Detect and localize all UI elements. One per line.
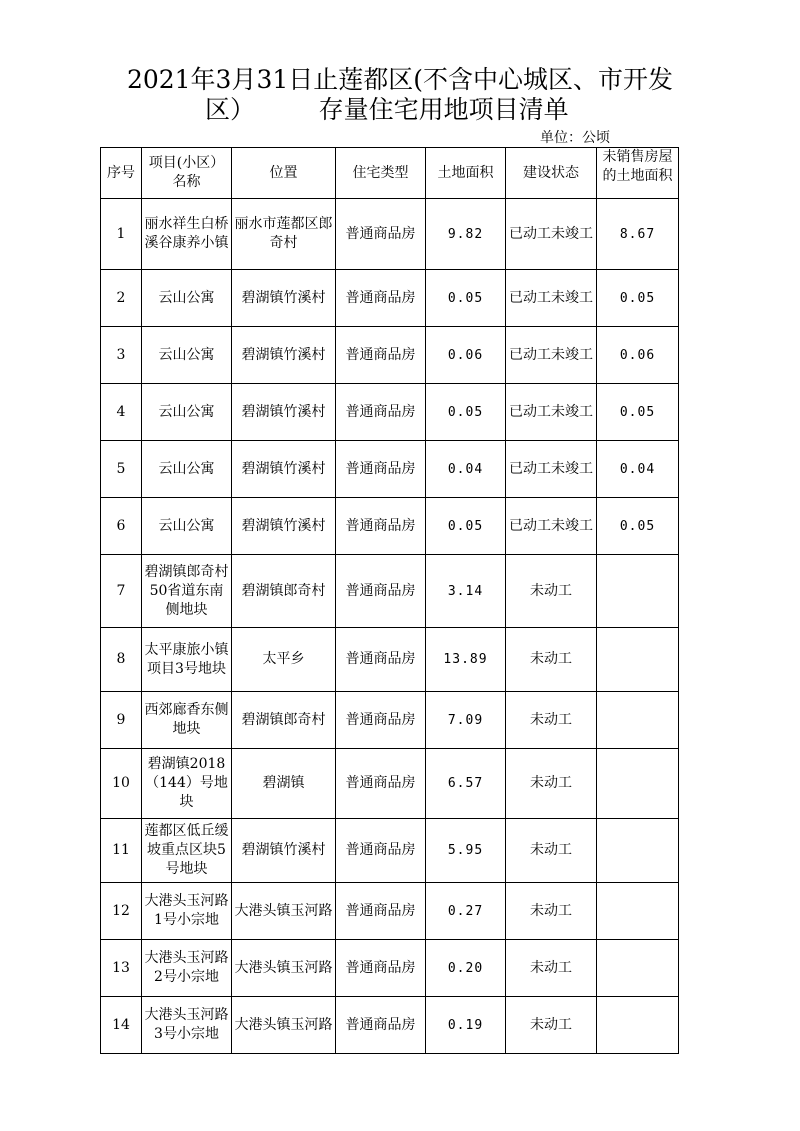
build-status-cell: 已动工未竣工 [506, 327, 597, 384]
unsold-area-cell: 0.05 [597, 498, 679, 555]
location-cell: 碧湖镇竹溪村 [232, 384, 336, 441]
table-row [101, 749, 679, 819]
location-cell: 太平乡 [232, 628, 336, 692]
table-row [101, 555, 679, 628]
row-number-cell: 3 [101, 327, 142, 384]
land-area-cell: 0.20 [426, 940, 506, 997]
project-name-cell: 云山公寓 [142, 270, 232, 327]
table-header-row [101, 148, 679, 199]
unsold-area-cell [597, 940, 679, 997]
table-row [101, 498, 679, 555]
project-name-cell: 西郊廊香东侧地块 [142, 692, 232, 749]
unsold-area-cell [597, 555, 679, 628]
housing-type-cell: 普通商品房 [336, 498, 426, 555]
row-number-cell: 13 [101, 940, 142, 997]
table-row [101, 819, 679, 883]
location-cell: 碧湖镇竹溪村 [232, 819, 336, 883]
table-row [101, 940, 679, 997]
table-row [101, 270, 679, 327]
unsold-area-cell: 0.04 [597, 441, 679, 498]
build-status-cell: 未动工 [506, 819, 597, 883]
build-status-cell: 已动工未竣工 [506, 270, 597, 327]
header-no: 序号 [101, 148, 142, 199]
unsold-area-cell [597, 997, 679, 1054]
housing-type-cell: 普通商品房 [336, 692, 426, 749]
unsold-area-cell: 8.67 [597, 199, 679, 270]
table-row [101, 199, 679, 270]
land-area-cell: 6.57 [426, 749, 506, 819]
land-area-cell: 0.05 [426, 270, 506, 327]
location-cell: 丽水市莲都区郎奇村 [232, 199, 336, 270]
housing-type-cell: 普通商品房 [336, 940, 426, 997]
build-status-cell: 已动工未竣工 [506, 384, 597, 441]
build-status-cell: 未动工 [506, 997, 597, 1054]
header-type: 住宅类型 [336, 148, 426, 199]
unsold-area-cell [597, 749, 679, 819]
housing-type-cell: 普通商品房 [336, 199, 426, 270]
land-area-cell: 3.14 [426, 555, 506, 628]
housing-type-cell: 普通商品房 [336, 327, 426, 384]
page-title-line2: 区） 存量住宅用地项目清单 [205, 95, 569, 124]
table-row [101, 997, 679, 1054]
location-cell: 碧湖镇竹溪村 [232, 441, 336, 498]
row-number-cell: 1 [101, 199, 142, 270]
table-row [101, 883, 679, 940]
land-project-table [100, 147, 679, 1054]
unsold-area-cell [597, 819, 679, 883]
land-area-cell: 0.19 [426, 997, 506, 1054]
land-area-cell: 7.09 [426, 692, 506, 749]
table-row [101, 628, 679, 692]
table-row [101, 327, 679, 384]
location-cell: 碧湖镇郎奇村 [232, 692, 336, 749]
unsold-area-cell [597, 628, 679, 692]
housing-type-cell: 普通商品房 [336, 384, 426, 441]
unsold-area-cell [597, 883, 679, 940]
header-name: 项目(小区）名称 [142, 148, 232, 199]
row-number-cell: 7 [101, 555, 142, 628]
build-status-cell: 未动工 [506, 628, 597, 692]
unsold-area-cell: 0.06 [597, 327, 679, 384]
project-name-cell: 云山公寓 [142, 498, 232, 555]
housing-type-cell: 普通商品房 [336, 997, 426, 1054]
location-cell: 大港头镇玉河路 [232, 883, 336, 940]
project-name-cell: 碧湖镇郎奇村50省道东南侧地块 [142, 555, 232, 628]
unsold-area-cell [597, 692, 679, 749]
build-status-cell: 未动工 [506, 692, 597, 749]
housing-type-cell: 普通商品房 [336, 883, 426, 940]
land-area-cell: 5.95 [426, 819, 506, 883]
project-name-cell: 云山公寓 [142, 327, 232, 384]
build-status-cell: 未动工 [506, 883, 597, 940]
location-cell: 大港头镇玉河路 [232, 997, 336, 1054]
project-name-cell: 大港头玉河路3号小宗地 [142, 997, 232, 1054]
land-area-cell: 9.82 [426, 199, 506, 270]
land-area-cell: 0.05 [426, 498, 506, 555]
housing-type-cell: 普通商品房 [336, 749, 426, 819]
table-row [101, 692, 679, 749]
location-cell: 碧湖镇郎奇村 [232, 555, 336, 628]
row-number-cell: 6 [101, 498, 142, 555]
land-area-cell: 0.05 [426, 384, 506, 441]
build-status-cell: 未动工 [506, 749, 597, 819]
project-name-cell: 大港头玉河路2号小宗地 [142, 940, 232, 997]
project-name-cell: 太平康旅小镇项目3号地块 [142, 628, 232, 692]
header-unsold: 未销售房屋的土地面积 [597, 148, 679, 199]
table-row [101, 441, 679, 498]
project-name-cell: 丽水祥生白桥溪谷康养小镇 [142, 199, 232, 270]
row-number-cell: 9 [101, 692, 142, 749]
housing-type-cell: 普通商品房 [336, 628, 426, 692]
land-area-cell: 0.27 [426, 883, 506, 940]
location-cell: 碧湖镇 [232, 749, 336, 819]
housing-type-cell: 普通商品房 [336, 270, 426, 327]
unsold-area-cell: 0.05 [597, 384, 679, 441]
row-number-cell: 14 [101, 997, 142, 1054]
land-area-cell: 13.89 [426, 628, 506, 692]
location-cell: 碧湖镇竹溪村 [232, 498, 336, 555]
housing-type-cell: 普通商品房 [336, 555, 426, 628]
build-status-cell: 已动工未竣工 [506, 441, 597, 498]
row-number-cell: 2 [101, 270, 142, 327]
header-status: 建设状态 [506, 148, 597, 199]
header-location: 位置 [232, 148, 336, 199]
row-number-cell: 10 [101, 749, 142, 819]
land-area-cell: 0.04 [426, 441, 506, 498]
unsold-area-cell: 0.05 [597, 270, 679, 327]
project-name-cell: 云山公寓 [142, 441, 232, 498]
project-name-cell: 莲都区低丘缓坡重点区块5号地块 [142, 819, 232, 883]
row-number-cell: 11 [101, 819, 142, 883]
table-row [101, 384, 679, 441]
project-name-cell: 大港头玉河路1号小宗地 [142, 883, 232, 940]
location-cell: 大港头镇玉河路 [232, 940, 336, 997]
location-cell: 碧湖镇竹溪村 [232, 327, 336, 384]
page-title-line1: 2021年3月31日止莲都区(不含中心城区、市开发 [126, 65, 674, 94]
project-name-cell: 碧湖镇2018（144）号地块 [142, 749, 232, 819]
header-area: 土地面积 [426, 148, 506, 199]
project-name-cell: 云山公寓 [142, 384, 232, 441]
build-status-cell: 已动工未竣工 [506, 199, 597, 270]
housing-type-cell: 普通商品房 [336, 441, 426, 498]
build-status-cell: 已动工未竣工 [506, 498, 597, 555]
land-area-cell: 0.06 [426, 327, 506, 384]
row-number-cell: 12 [101, 883, 142, 940]
housing-type-cell: 普通商品房 [336, 819, 426, 883]
row-number-cell: 5 [101, 441, 142, 498]
row-number-cell: 8 [101, 628, 142, 692]
location-cell: 碧湖镇竹溪村 [232, 270, 336, 327]
build-status-cell: 未动工 [506, 555, 597, 628]
unit-label: 单位：公顷 [540, 130, 610, 146]
row-number-cell: 4 [101, 384, 142, 441]
build-status-cell: 未动工 [506, 940, 597, 997]
